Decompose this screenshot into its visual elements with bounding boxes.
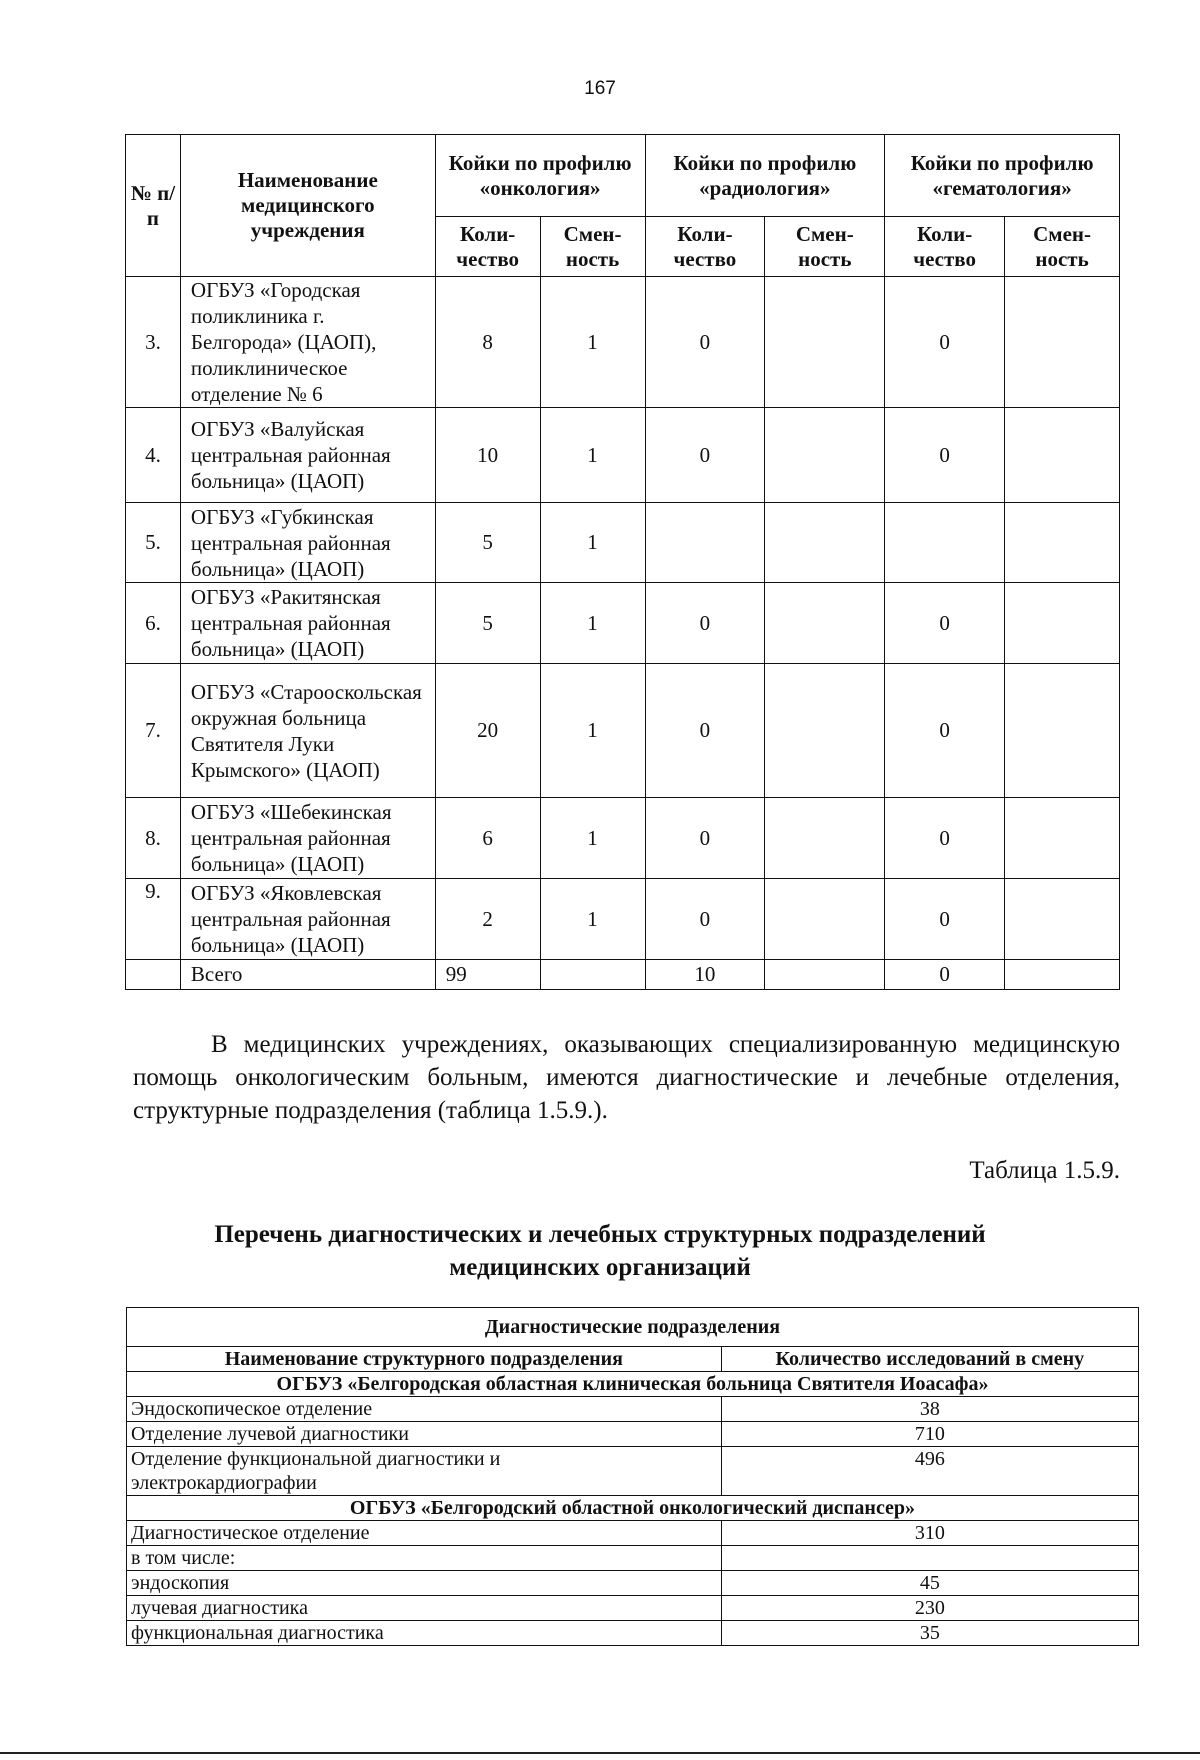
beds-table: [125, 134, 1120, 990]
table-row: [127, 1621, 1139, 1646]
row-onc-qty: 6: [435, 798, 540, 879]
row-rad-qty: 0: [645, 583, 765, 664]
header-studies-count: Количество исследований в смену: [721, 1347, 1138, 1372]
row-hem-qty: 0: [885, 798, 1005, 879]
total-rad-qty: 10: [645, 960, 765, 990]
studies-count: 496: [721, 1447, 1138, 1496]
row-rad-qty: 0: [645, 664, 765, 798]
total-rad-shift: [765, 960, 885, 990]
header-onc-shift: Смен-ность: [540, 217, 645, 277]
table-row: [126, 408, 1120, 503]
row-num: 6.: [126, 583, 181, 664]
header-hematology: Койки по профилю «гематология»: [885, 135, 1120, 217]
table-row: [127, 1571, 1139, 1596]
header-oncology: Койки по профилю «онкология»: [435, 135, 645, 217]
studies-count: 710: [721, 1422, 1138, 1447]
row-num: 9.: [126, 879, 181, 960]
table-row: [126, 664, 1120, 798]
row-hem-shift: [1005, 583, 1120, 664]
total-num: [126, 960, 181, 990]
row-name: ОГБУЗ «Шебекинская центральная районная больница» (ЦАОП): [180, 798, 435, 879]
studies-count: 38: [721, 1397, 1138, 1422]
row-rad-qty: 0: [645, 879, 765, 960]
row-rad-shift: [765, 583, 885, 664]
section-heading: [0, 1218, 1200, 1284]
table-row: [126, 879, 1120, 960]
studies-count: 45: [721, 1571, 1138, 1596]
row-onc-qty: 8: [435, 277, 540, 408]
org-row: ОГБУЗ «Белгородская областная клиническая больница Святителя Иоасафа»: [127, 1372, 1139, 1397]
header-num: № п/п: [126, 135, 181, 277]
studies-count: [721, 1546, 1138, 1571]
studies-count: 35: [721, 1621, 1138, 1646]
row-name: ОГБУЗ «Валуйская центральная районная больница» (ЦАОП): [180, 408, 435, 503]
table-row: [126, 798, 1120, 879]
row-num: 8.: [126, 798, 181, 879]
header-name: Наименование медицинского учреждения: [180, 135, 435, 277]
row-name: ОГБУЗ «Яковлевская центральная районная больница» (ЦАОП): [180, 879, 435, 960]
subdivision-name: лучевая диагностика: [127, 1596, 722, 1621]
row-onc-shift: 1: [540, 277, 645, 408]
org-row: ОГБУЗ «Белгородский областной онкологический диспансер»: [127, 1496, 1139, 1521]
studies-count: 230: [721, 1596, 1138, 1621]
total-hem-qty: 0: [885, 960, 1005, 990]
row-hem-qty: 0: [885, 879, 1005, 960]
row-rad-shift: [765, 879, 885, 960]
row-onc-shift: 1: [540, 583, 645, 664]
total-onc-qty: 99: [435, 960, 540, 990]
row-onc-qty: 5: [435, 503, 540, 583]
row-name: ОГБУЗ «Старооскольская окружная больница Святителя Луки Крымского» (ЦАОП): [180, 664, 435, 798]
row-onc-shift: 1: [540, 503, 645, 583]
row-onc-shift: 1: [540, 879, 645, 960]
row-name: ОГБУЗ «Городская поликлиника г. Белгорода» (ЦАОП), поликлиническое отделение № 6: [180, 277, 435, 408]
row-name: ОГБУЗ «Губкинская центральная районная больница» (ЦАОП): [180, 503, 435, 583]
row-rad-shift: [765, 277, 885, 408]
row-rad-shift: [765, 664, 885, 798]
table-row: [126, 583, 1120, 664]
subdivision-name: Диагностическое отделение: [127, 1521, 722, 1546]
header-hem-shift: Смен-ность: [1005, 217, 1120, 277]
total-hem-shift: [1005, 960, 1120, 990]
row-rad-qty: 0: [645, 408, 765, 503]
subdivision-name: функциональная диагностика: [127, 1621, 722, 1646]
total-onc-shift: [540, 960, 645, 990]
header-onc-qty: Коли-чество: [435, 217, 540, 277]
diagnostics-table: [126, 1307, 1139, 1646]
table-label: Таблица 1.5.9.: [969, 1157, 1120, 1184]
table-row: [126, 277, 1120, 408]
table-caption: Диагностические подразделения: [127, 1308, 1139, 1347]
subdivision-name: эндоскопия: [127, 1571, 722, 1596]
heading-line-2: медицинских организаций: [449, 1254, 751, 1281]
row-hem-qty: 0: [885, 277, 1005, 408]
row-onc-shift: 1: [540, 664, 645, 798]
row-hem-qty: 0: [885, 583, 1005, 664]
table-row: [127, 1521, 1139, 1546]
total-row: [126, 960, 1120, 990]
total-label: Всего: [180, 960, 435, 990]
page-bottom-rule: [0, 1752, 1200, 1754]
row-hem-shift: [1005, 798, 1120, 879]
row-hem-qty: 0: [885, 408, 1005, 503]
row-num: 3.: [126, 277, 181, 408]
table-row: [126, 503, 1120, 583]
studies-count: 310: [721, 1521, 1138, 1546]
table-row: [127, 1397, 1139, 1422]
body-paragraph: В медицинских учреждениях, оказывающих специализированную медицинскую помощь онкологическим больным, имеются диагностические и лечебные отделения, структурные подразделения (таблица 1.5.9.).: [133, 1031, 1120, 1124]
row-hem-shift: [1005, 277, 1120, 408]
header-hem-qty: Коли-чество: [885, 217, 1005, 277]
row-name: ОГБУЗ «Ракитянская центральная районная больница» (ЦАОП): [180, 583, 435, 664]
row-hem-shift: [1005, 503, 1120, 583]
subdivision-name: Отделение лучевой диагностики: [127, 1422, 722, 1447]
table-row: [127, 1596, 1139, 1621]
row-num: 4.: [126, 408, 181, 503]
heading-line-1: Перечень диагностических и лечебных структурных подразделений: [214, 1221, 986, 1248]
row-onc-qty: 20: [435, 664, 540, 798]
row-onc-shift: 1: [540, 408, 645, 503]
subdivision-name: [127, 1447, 722, 1496]
table-row: [127, 1447, 1139, 1496]
subdivision-name: в том числе:: [127, 1546, 722, 1571]
row-onc-shift: 1: [540, 798, 645, 879]
row-hem-shift: [1005, 879, 1120, 960]
row-onc-qty: 5: [435, 583, 540, 664]
subdivision-name-text: Отделение функциональной диагностики и электрокардиографии: [131, 1448, 501, 1494]
header-rad-qty: Коли-чество: [645, 217, 765, 277]
row-hem-qty: [885, 503, 1005, 583]
row-rad-qty: 0: [645, 277, 765, 408]
table-row: [127, 1422, 1139, 1447]
subdivision-name: Эндоскопическое отделение: [127, 1397, 722, 1422]
page-number: 167: [584, 78, 616, 99]
header-radiology: Койки по профилю «радиология»: [645, 135, 885, 217]
row-rad-qty: [645, 503, 765, 583]
row-onc-qty: 2: [435, 879, 540, 960]
row-rad-shift: [765, 503, 885, 583]
table-row: [127, 1546, 1139, 1571]
row-hem-shift: [1005, 664, 1120, 798]
row-rad-qty: 0: [645, 798, 765, 879]
row-hem-shift: [1005, 408, 1120, 503]
header-subdivision-name: Наименование структурного подразделения: [127, 1347, 722, 1372]
row-rad-shift: [765, 408, 885, 503]
row-num: 7.: [126, 664, 181, 798]
row-rad-shift: [765, 798, 885, 879]
row-num: 5.: [126, 503, 181, 583]
row-hem-qty: 0: [885, 664, 1005, 798]
row-onc-qty: 10: [435, 408, 540, 503]
header-rad-shift: Смен-ность: [765, 217, 885, 277]
